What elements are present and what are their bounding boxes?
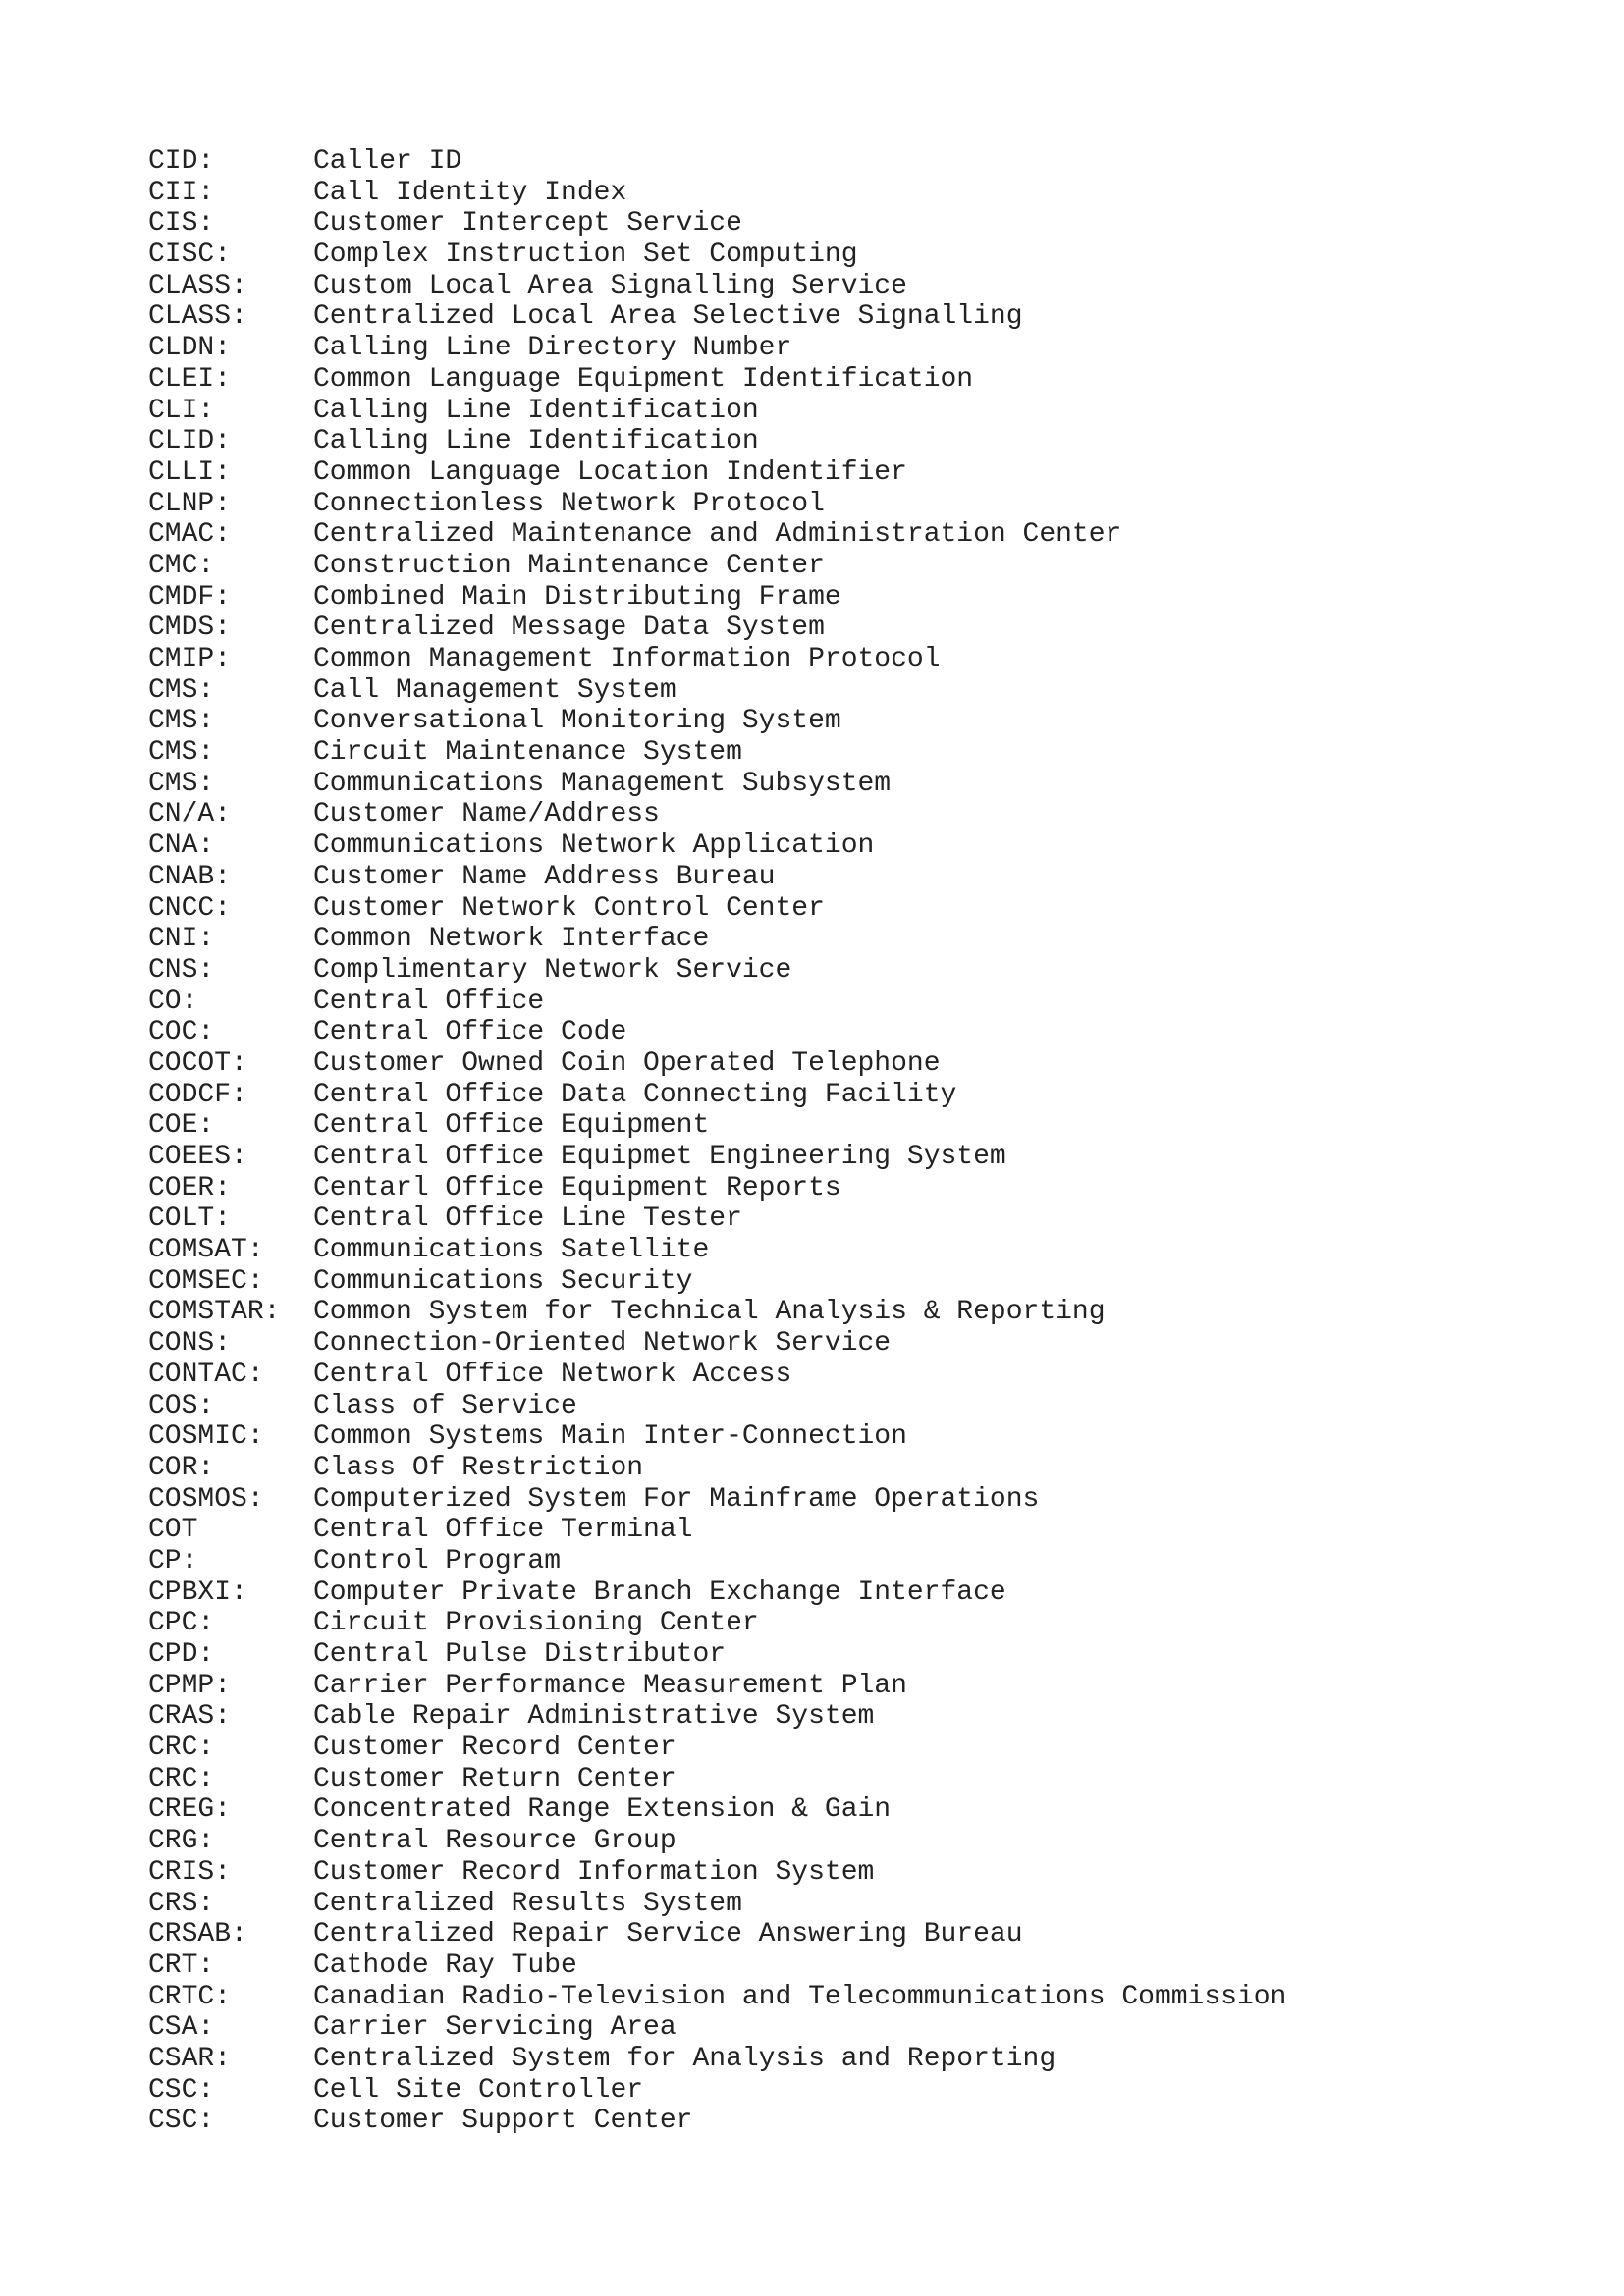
glossary-abbreviation: CLLI: — [148, 456, 232, 488]
glossary-abbreviation: CNCC: — [148, 892, 232, 924]
glossary-term: Connectionless Network Protocol — [313, 488, 825, 519]
glossary-entry — [148, 1577, 1286, 1609]
glossary-term: Central Office — [313, 986, 545, 1017]
glossary-abbreviation: COSMIC: — [148, 1421, 264, 1453]
glossary-entry — [148, 396, 1286, 427]
glossary-abbreviation: CMS: — [148, 706, 215, 737]
glossary-entry — [148, 1826, 1286, 1857]
glossary-abbreviation: CNAB: — [148, 861, 232, 892]
glossary-term: Common Systems Main Inter-Connection — [313, 1421, 907, 1453]
glossary-abbreviation: CRG: — [148, 1826, 215, 1857]
glossary-term: Complex Instruction Set Computing — [313, 240, 858, 271]
glossary-abbreviation: CODCF: — [148, 1079, 247, 1110]
glossary-entry — [148, 1857, 1286, 1889]
glossary-entry — [148, 1203, 1286, 1235]
glossary-abbreviation: CLDN: — [148, 333, 232, 364]
glossary-term: Caller ID — [313, 146, 462, 177]
glossary-entry — [148, 799, 1286, 830]
glossary-abbreviation: CNS: — [148, 954, 215, 986]
glossary-entry — [148, 519, 1286, 551]
glossary-entry — [148, 2044, 1286, 2075]
glossary-entry — [148, 333, 1286, 364]
glossary-entry — [148, 1671, 1286, 1702]
glossary-term: Call Identity Index — [313, 177, 627, 208]
glossary-term: Circuit Provisioning Center — [313, 1608, 759, 1639]
glossary-term: Combined Main Distributing Frame — [313, 581, 841, 613]
glossary-entry — [148, 955, 1286, 987]
glossary-entry — [148, 240, 1286, 271]
glossary-term: Class of Service — [313, 1390, 577, 1421]
glossary-abbreviation: CIS: — [148, 208, 215, 240]
glossary-abbreviation: CP: — [148, 1545, 198, 1576]
glossary-entry — [148, 1701, 1286, 1733]
glossary-term: Communications Security — [313, 1265, 693, 1297]
glossary-term: Central Office Data Connecting Facility — [313, 1079, 957, 1110]
glossary-entry — [148, 271, 1286, 302]
glossary-entry — [148, 1982, 1286, 2013]
glossary-entry — [148, 613, 1286, 644]
glossary-entry — [148, 1733, 1286, 1764]
glossary-entry — [148, 862, 1286, 893]
glossary-term: Centralized Local Area Selective Signalling — [313, 301, 1023, 333]
glossary-abbreviation: CMS: — [148, 768, 215, 799]
glossary-abbreviation: CPC: — [148, 1608, 215, 1639]
glossary-abbreviation: CLASS: — [148, 301, 247, 333]
glossary-term: Common System for Technical Analysis & Reporting — [313, 1297, 1106, 1328]
glossary-term: Centralized Results System — [313, 1888, 742, 1919]
glossary-entry — [148, 1764, 1286, 1795]
glossary-abbreviation: CN/A: — [148, 799, 232, 830]
glossary-abbreviation: COC: — [148, 1017, 215, 1048]
glossary-abbreviation: CRAS: — [148, 1701, 232, 1733]
glossary-term: Canadian Radio-Television and Telecommunications Commission — [313, 1981, 1287, 2012]
glossary-abbreviation: CMDS: — [148, 613, 232, 644]
glossary-term: Centralized Repair Service Answering Bureau — [313, 1919, 1023, 1950]
glossary-abbreviation: CMIP: — [148, 644, 232, 674]
glossary-term: Cable Repair Administrative System — [313, 1701, 875, 1733]
glossary-abbreviation: CRT: — [148, 1949, 215, 1981]
glossary-term: Carrier Performance Measurement Plan — [313, 1670, 907, 1701]
glossary-abbreviation: CID: — [148, 146, 215, 177]
glossary-abbreviation: COS: — [148, 1390, 215, 1421]
glossary-term: Calling Line Identification — [313, 426, 759, 457]
glossary-abbreviation: CSAR: — [148, 2043, 232, 2074]
glossary-entry — [148, 1950, 1286, 1982]
glossary-abbreviation: COEES: — [148, 1142, 247, 1172]
glossary-entry — [148, 457, 1286, 489]
glossary-entry — [148, 1919, 1286, 1950]
glossary-entry — [148, 146, 1286, 178]
glossary-abbreviation: COR: — [148, 1452, 215, 1483]
glossary-abbreviation: CRS: — [148, 1888, 215, 1919]
glossary-abbreviation: COCOT: — [148, 1047, 247, 1079]
glossary-abbreviation: COLT: — [148, 1203, 232, 1235]
glossary-term: Common Network Interface — [313, 924, 710, 955]
glossary-term: Customer Name/Address — [313, 799, 660, 830]
glossary-abbreviation: COE: — [148, 1110, 215, 1142]
glossary-entry — [148, 301, 1286, 333]
glossary-term: Control Program — [313, 1545, 562, 1576]
glossary-entry — [148, 1794, 1286, 1826]
glossary-term: Cathode Ray Tube — [313, 1949, 577, 1981]
glossary-term: Conversational Monitoring System — [313, 706, 841, 737]
glossary-term: Class Of Restriction — [313, 1452, 644, 1483]
glossary-term: Centralized Maintenance and Administration Center — [313, 519, 1122, 551]
glossary-abbreviation: CMDF: — [148, 581, 232, 613]
glossary-term: Communications Satellite — [313, 1235, 710, 1266]
glossary-abbreviation: CSC: — [148, 2106, 215, 2137]
glossary-entry — [148, 769, 1286, 800]
glossary-term: Construction Maintenance Center — [313, 550, 825, 581]
glossary-abbreviation: COMSTAR: — [148, 1297, 281, 1328]
glossary-term: Communications Network Application — [313, 830, 875, 862]
glossary-term: Central Office Line Tester — [313, 1203, 742, 1235]
glossary-entry — [148, 1017, 1286, 1048]
glossary-entry — [148, 1515, 1286, 1546]
glossary-abbreviation: CLI: — [148, 395, 215, 426]
glossary-abbreviation: CRSAB: — [148, 1919, 247, 1950]
glossary-entry — [148, 830, 1286, 862]
glossary-entry — [148, 644, 1286, 675]
glossary-term: Customer Record Information System — [313, 1856, 875, 1888]
glossary-entry — [148, 1639, 1286, 1671]
glossary-abbreviation: CMS: — [148, 737, 215, 769]
glossary-entry — [148, 551, 1286, 582]
glossary-entry — [148, 1110, 1286, 1142]
glossary-entry — [148, 489, 1286, 520]
glossary-list — [148, 146, 1286, 2137]
glossary-entry — [148, 1421, 1286, 1453]
glossary-abbreviation: CONTAC: — [148, 1359, 264, 1390]
glossary-entry — [148, 1173, 1286, 1204]
glossary-abbreviation: COMSEC: — [148, 1265, 264, 1297]
glossary-entry — [148, 1608, 1286, 1639]
glossary-entry — [148, 1266, 1286, 1298]
glossary-abbreviation: CSC: — [148, 2074, 215, 2106]
glossary-entry — [148, 1546, 1286, 1577]
glossary-entry — [148, 987, 1286, 1018]
glossary-abbreviation: CPD: — [148, 1639, 215, 1670]
glossary-abbreviation: CMC: — [148, 550, 215, 581]
glossary-abbreviation: CNI: — [148, 924, 215, 955]
glossary-abbreviation: COMSAT: — [148, 1235, 264, 1266]
glossary-entry — [148, 1360, 1286, 1391]
glossary-abbreviation: CRC: — [148, 1763, 215, 1794]
glossary-abbreviation: CNA: — [148, 830, 215, 862]
glossary-term: Customer Network Control Center — [313, 892, 825, 924]
glossary-abbreviation: CSA: — [148, 2012, 215, 2044]
glossary-term: Customer Owned Coin Operated Telephone — [313, 1047, 941, 1079]
glossary-term: Carrier Servicing Area — [313, 2012, 677, 2044]
glossary-term: Central Office Terminal — [313, 1515, 693, 1546]
glossary-entry — [148, 1453, 1286, 1484]
glossary-entry — [148, 364, 1286, 396]
glossary-entry — [148, 1142, 1286, 1173]
glossary-abbreviation: COT — [148, 1515, 198, 1546]
glossary-abbreviation: COER: — [148, 1172, 232, 1203]
glossary-abbreviation: CISC: — [148, 240, 232, 271]
glossary-term: Central Office Code — [313, 1017, 627, 1048]
glossary-term: Central Office Equipment — [313, 1110, 710, 1142]
glossary-entry — [148, 924, 1286, 955]
glossary-abbreviation: CPMP: — [148, 1670, 232, 1701]
glossary-entry — [148, 2012, 1286, 2044]
glossary-term: Communications Management Subsystem — [313, 768, 892, 799]
glossary-term: Customer Support Center — [313, 2106, 693, 2137]
glossary-entry — [148, 1235, 1286, 1266]
glossary-abbreviation: CMAC: — [148, 519, 232, 551]
glossary-term: Central Pulse Distributor — [313, 1639, 727, 1670]
glossary-term: Centralized System for Analysis and Reporting — [313, 2043, 1056, 2074]
glossary-term: Complimentary Network Service — [313, 954, 792, 986]
glossary-entry — [148, 208, 1286, 240]
glossary-abbreviation: CLID: — [148, 426, 232, 457]
glossary-entry — [148, 178, 1286, 209]
glossary-term: Custom Local Area Signalling Service — [313, 270, 907, 301]
glossary-term: Connection-Oriented Network Service — [313, 1328, 892, 1360]
glossary-entry — [148, 1297, 1286, 1328]
glossary-abbreviation: CLASS: — [148, 270, 247, 301]
glossary-term: Central Resource Group — [313, 1826, 677, 1857]
glossary-entry — [148, 1080, 1286, 1111]
glossary-entry — [148, 426, 1286, 457]
glossary-term: Call Management System — [313, 674, 677, 706]
glossary-entry — [148, 706, 1286, 737]
glossary-term: Concentrated Range Extension & Gain — [313, 1794, 892, 1826]
glossary-abbreviation: CPBXI: — [148, 1576, 247, 1608]
glossary-abbreviation: CRIS: — [148, 1856, 232, 1888]
glossary-entry — [148, 1889, 1286, 1920]
glossary-term: Computer Private Branch Exchange Interface — [313, 1576, 1006, 1608]
glossary-term: Common Language Location Indentifier — [313, 456, 907, 488]
glossary-abbreviation: CRTC: — [148, 1981, 232, 2012]
glossary-term: Common Language Equipment Identification — [313, 363, 974, 395]
glossary-abbreviation: CII: — [148, 177, 215, 208]
glossary-abbreviation: CONS: — [148, 1328, 232, 1360]
glossary-entry — [148, 2075, 1286, 2107]
glossary-abbreviation: COSMOS: — [148, 1483, 264, 1515]
glossary-term: Calling Line Directory Number — [313, 333, 792, 364]
glossary-entry — [148, 1328, 1286, 1360]
glossary-entry — [148, 582, 1286, 614]
glossary-entry — [148, 1048, 1286, 1080]
glossary-term: Customer Return Center — [313, 1763, 677, 1794]
glossary-term: Customer Intercept Service — [313, 208, 742, 240]
glossary-term: Central Office Network Access — [313, 1359, 792, 1390]
glossary-abbreviation: CLNP: — [148, 488, 232, 519]
glossary-term: Customer Name Address Bureau — [313, 861, 776, 892]
glossary-entry — [148, 1391, 1286, 1422]
glossary-abbreviation: CMS: — [148, 674, 215, 706]
glossary-abbreviation: CREG: — [148, 1794, 232, 1826]
glossary-term: Centralized Message Data System — [313, 613, 825, 644]
glossary-term: Computerized System For Mainframe Operations — [313, 1483, 1040, 1515]
glossary-abbreviation: CRC: — [148, 1733, 215, 1764]
glossary-term: Customer Record Center — [313, 1733, 677, 1764]
glossary-abbreviation: CO: — [148, 986, 198, 1017]
glossary-entry — [148, 2106, 1286, 2137]
glossary-term: Circuit Maintenance System — [313, 737, 742, 769]
glossary-entry — [148, 1484, 1286, 1516]
glossary-term: Cell Site Controller — [313, 2074, 644, 2106]
glossary-entry — [148, 675, 1286, 707]
glossary-abbreviation: CLEI: — [148, 363, 232, 395]
glossary-entry — [148, 737, 1286, 769]
glossary-term: Common Management Information Protocol — [313, 644, 941, 674]
glossary-term: Centarl Office Equipment Reports — [313, 1172, 841, 1203]
glossary-entry — [148, 893, 1286, 925]
glossary-term: Central Office Equipmet Engineering System — [313, 1142, 1006, 1172]
glossary-term: Calling Line Identification — [313, 395, 759, 426]
